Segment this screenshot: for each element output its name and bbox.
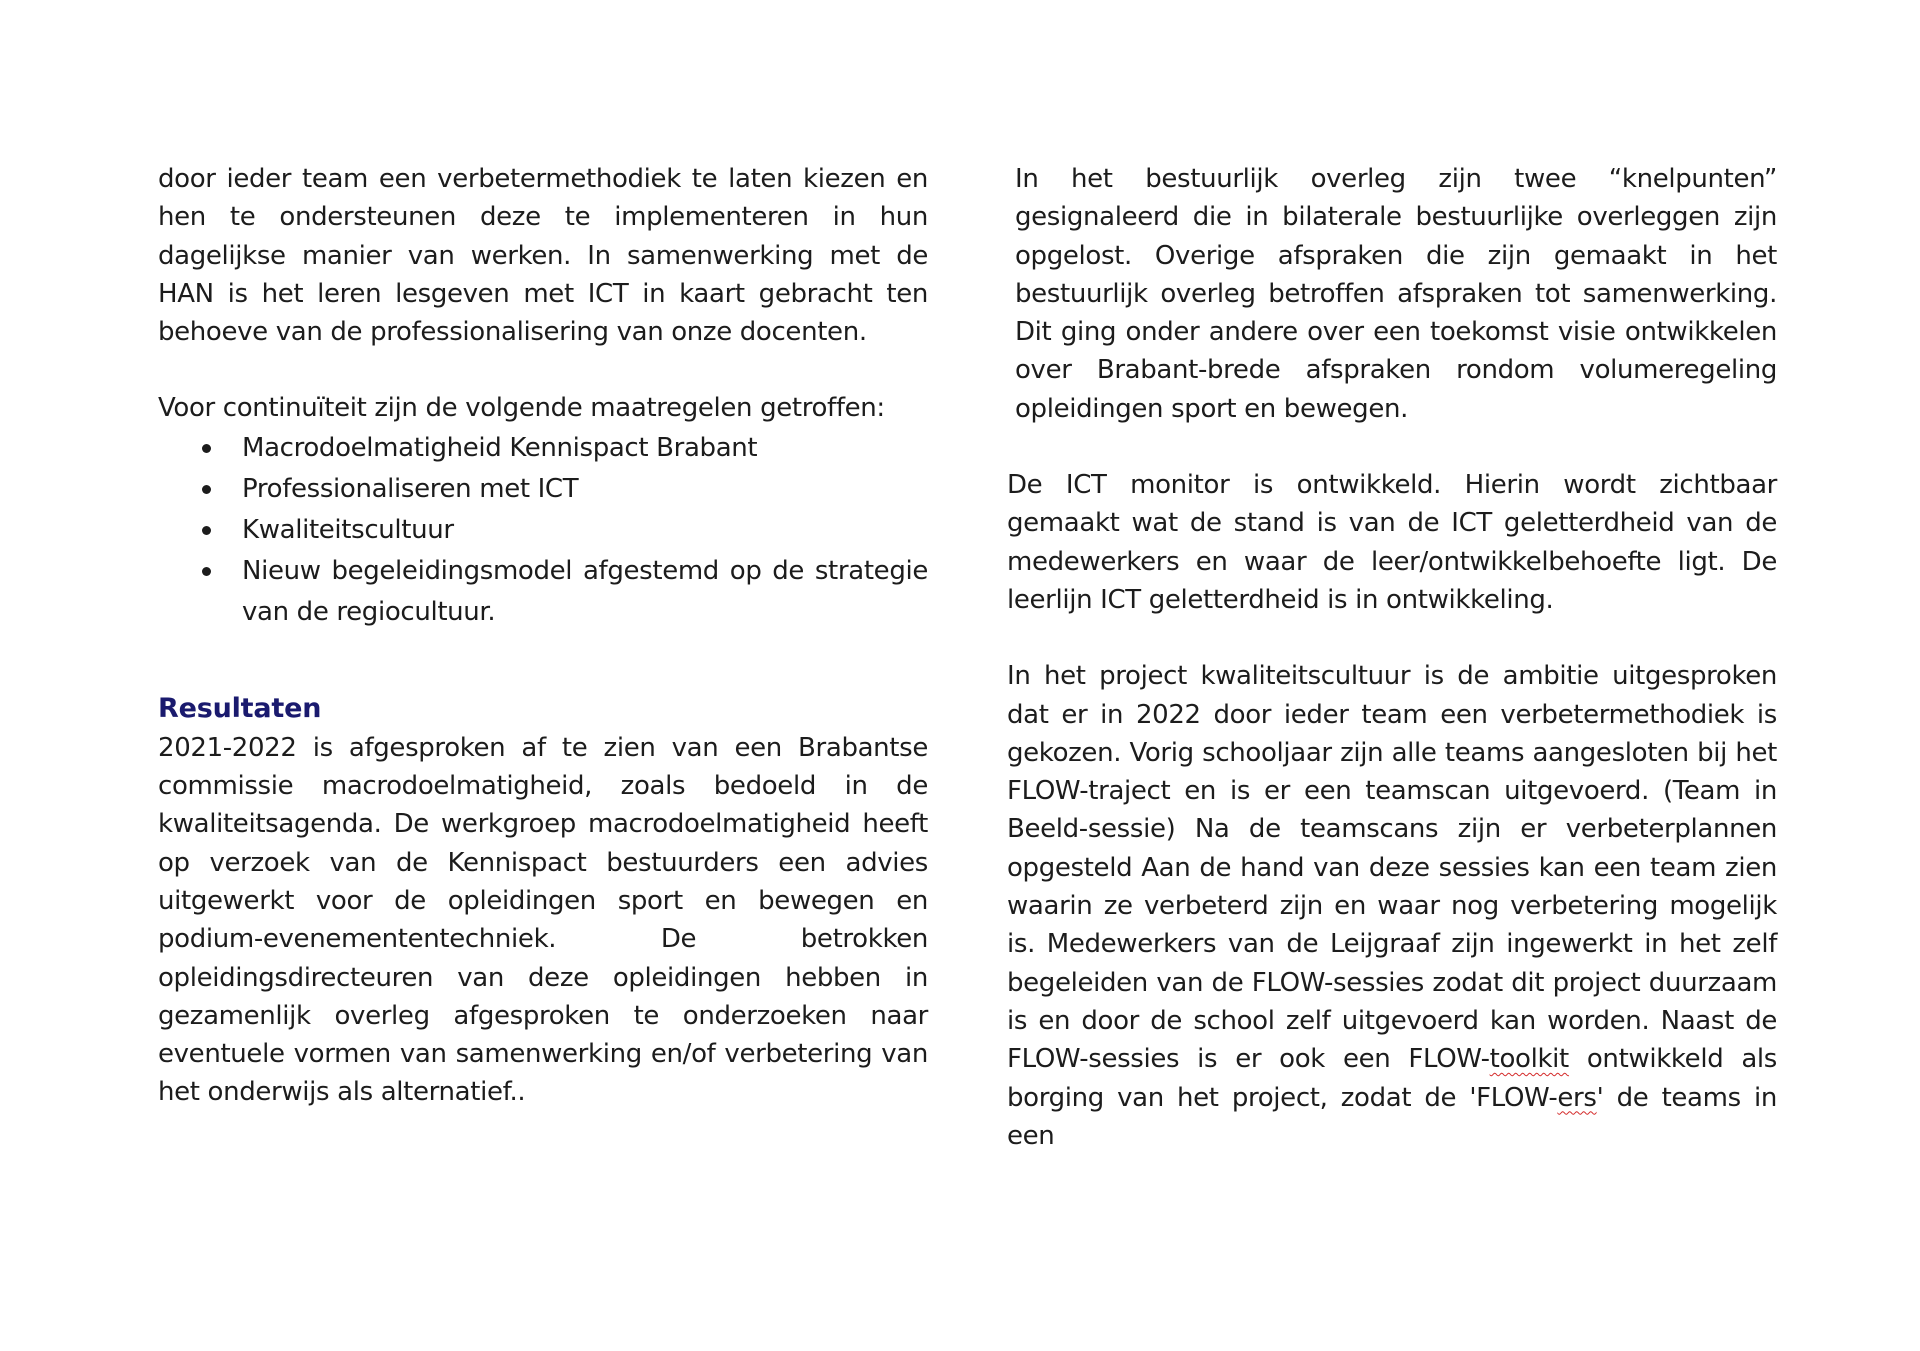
bullet-icon (202, 444, 211, 453)
results-paragraph: 2021-2022 is afgesproken af te zien van een Brabantse commissie macrodoelmatigheid, zoals bedoeld in de kwaliteitsagenda. De werkgroep macrodoelmatigheid heeft op verzoek van de Kennispact bestuurders een advies uitgewerkt voor de opleidingen sport en bewegen en podium-evenemententechniek. De betrokken opleidingsdirecteuren van deze opleidingen hebben in gezamenlijk overleg afgesproken te onderzoeken naar eventuele vormen van samenwerking en/of verbetering van het onderwijs als alternatief.. (158, 732, 928, 1108)
continuity-intro: Voor continuïteit zijn de volgende maatregelen getroffen: (158, 393, 885, 424)
quality-paragraph (1007, 657, 1777, 1155)
spellcheck-word[interactable]: ers (1557, 1082, 1597, 1113)
bullet-icon (202, 485, 211, 494)
paragraph-spacer (1007, 428, 1777, 466)
list-item (158, 551, 928, 633)
results-heading: Resultaten (158, 692, 322, 724)
list-item-text: Nieuw begeleidingsmodel afgestemd op de strategie van de regiocultuur. (242, 555, 928, 627)
list-item-text: Macrodoelmatigheid Kennispact Brabant (242, 432, 758, 463)
left-column (158, 160, 928, 1112)
bullet-icon (202, 567, 211, 576)
section-spacer (158, 633, 928, 689)
paragraph-spacer (158, 351, 928, 389)
list-item-text: Professionaliseren met ICT (242, 473, 579, 504)
quality-text-part: In het project kwaliteitscultuur is de ambitie uitgesproken dat er in 2022 door ieder team een verbetermethodiek is gekozen. Vorig schooljaar zijn alle teams aangesloten bij het FLOW-traject en is er een teamscan uitgevoerd. (Team in Beeld-sessie) Na de teamscans zijn er verbeterplannen opgesteld Aan de hand van deze sessies kan een team zien waarin ze verbeterd zijn en waar nog verbetering mogelijk is. Medewerkers van de Leijgraaf zijn ingewerkt in het zelf begeleiden van de FLOW-sessies zodat dit project duurzaam is en door de school zelf uitgevoerd kan worden. Naast de FLOW-sessies is er ook een FLOW- (1007, 661, 1777, 1075)
list-item (158, 510, 928, 551)
intro-paragraph: door ieder team een verbetermethodiek te laten kiezen en hen te ondersteunen deze te implementeren in hun dagelijkse manier van werken. In samenwerking met de HAN is het leren lesgeven met ICT in kaart gebracht ten behoeve van de professionalisering van onze docenten. (158, 164, 928, 348)
measures-list (158, 428, 928, 633)
list-item (158, 428, 928, 469)
list-item (158, 469, 928, 510)
governance-paragraph: In het bestuurlijk overleg zijn twee “knelpunten” gesignaleerd die in bilaterale bestuurlijke overleggen zijn opgelost. Overige afspraken die zijn gemaakt in het bestuurlijk overleg betroffen afspraken tot samenwerking. Dit ging onder andere over een toekomst visie ontwikkelen over Brabant-brede afspraken rondom volumeregeling opleidingen sport en bewegen. (1015, 164, 1777, 424)
spellcheck-word[interactable]: toolkit (1489, 1044, 1569, 1075)
right-column (1007, 160, 1777, 1155)
ict-paragraph: De ICT monitor is ontwikkeld. Hierin wordt zichtbaar gemaakt wat de stand is van de ICT geletterdheid van de medewerkers en waar de leer/ontwikkelbehoefte ligt. De leerlijn ICT geletterdheid is in ontwikkeling. (1007, 470, 1777, 615)
list-item-text: Kwaliteitscultuur (242, 514, 454, 545)
bullet-icon (202, 526, 211, 535)
quality-text-part: ' de teams in een (1007, 1082, 1778, 1151)
paragraph-spacer (1007, 619, 1777, 657)
quality-text-part: ontwikkeld als borging van het project, zodat de 'FLOW- (1007, 1044, 1777, 1113)
